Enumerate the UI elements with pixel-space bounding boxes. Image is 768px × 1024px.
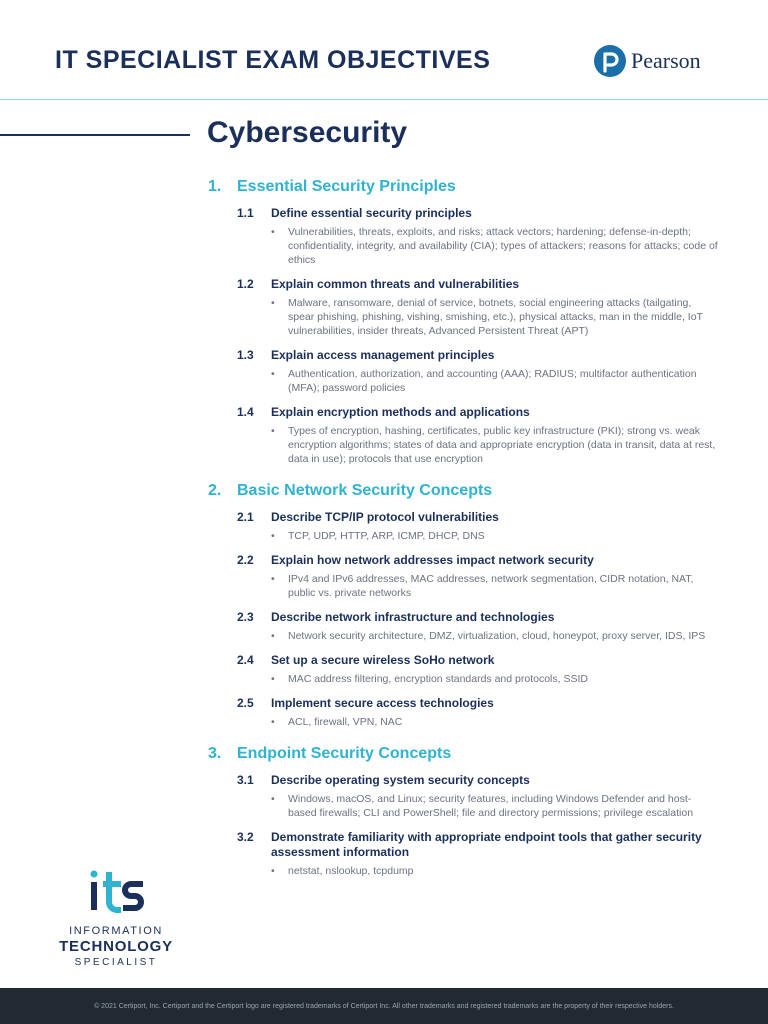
bullet-text: netstat, nslookup, tcpdump	[288, 865, 414, 877]
section-number: 2.	[208, 482, 222, 499]
its-logo	[52, 868, 180, 968]
its-line-specialist: SPECIALIST	[74, 957, 158, 968]
bullet-text: IPv4 and IPv6 addresses, MAC addresses, network segmentation, CIDR notation, NAT, public vs. private networks	[288, 573, 694, 599]
section-title: Essential Security Principles	[237, 178, 456, 195]
objective-number: 2.5	[237, 696, 254, 710]
objective-heading	[237, 348, 718, 363]
page-title: Cybersecurity	[207, 116, 408, 149]
section-heading	[208, 480, 718, 502]
pearson-p-logo-icon	[593, 44, 627, 78]
title-accent-rule	[0, 134, 190, 136]
brand-name: Pearson	[631, 48, 701, 73]
objective-number: 1.1	[237, 206, 254, 220]
bullet-dot-icon: •	[271, 716, 275, 728]
bullet-text: Network security architecture, DMZ, virtualization, cloud, honeypot, proxy server, IDS, IPS	[288, 630, 706, 642]
bullet-text: TCP, UDP, HTTP, ARP, ICMP, DHCP, DNS	[288, 530, 485, 542]
objective-number: 1.4	[237, 405, 254, 419]
objective-label: Demonstrate familiarity with appropriate endpoint tools that gather security assessment information	[271, 830, 702, 859]
objective-heading	[237, 773, 718, 788]
its-line-information: INFORMATION	[69, 925, 163, 937]
bullet-dot-icon: •	[271, 368, 275, 380]
objective-heading	[237, 206, 718, 221]
section-3	[208, 743, 718, 878]
bullet-text: Windows, macOS, and Linux; security features, including Windows Defender and host-based firewalls; CLI and PowerShell; file and directory permissions; privilege escalation	[288, 793, 694, 819]
objective-heading	[237, 696, 718, 711]
objective-label: Explain access management principles	[271, 348, 495, 362]
objective-heading	[237, 830, 718, 860]
objective-label: Describe network infrastructure and technologies	[271, 610, 555, 624]
bullet-dot-icon: •	[271, 793, 275, 805]
bullet-dot-icon: •	[271, 630, 275, 642]
objective-number: 2.4	[237, 653, 254, 667]
bullet-dot-icon: •	[271, 226, 275, 238]
footer	[0, 988, 768, 1024]
objective-heading	[237, 610, 718, 625]
objectives-content	[208, 176, 718, 892]
objective-item	[237, 653, 718, 686]
bullet-dot-icon: •	[271, 425, 275, 437]
objective-item	[237, 277, 718, 338]
bullet-text: Authentication, authorization, and accounting (AAA); RADIUS; multifactor authentication (MFA); password policies	[288, 368, 697, 394]
objective-label: Describe operating system security concepts	[271, 773, 530, 787]
section-1	[208, 176, 718, 466]
objective-bullet	[271, 792, 718, 820]
objective-heading	[237, 405, 718, 420]
bullet-dot-icon: •	[271, 530, 275, 542]
objective-bullet	[271, 367, 718, 395]
objective-label: Implement secure access technologies	[271, 696, 494, 710]
section-number: 1.	[208, 178, 222, 195]
objective-label: Explain common threats and vulnerabilities	[271, 277, 520, 291]
objective-label: Explain encryption methods and applications	[271, 405, 530, 419]
objective-item	[237, 553, 718, 600]
objective-number: 3.1	[237, 773, 254, 787]
footer-copyright: © 2021 Certiport, Inc. Certiport and the Certiport logo are registered trademarks of Certiport Inc. All other trademarks and registered trademarks are the property of their respective holders.	[94, 1002, 674, 1010]
objective-bullet	[271, 225, 718, 267]
objective-item	[237, 696, 718, 729]
objective-bullet	[271, 715, 718, 729]
objective-bullet	[271, 296, 718, 338]
bullet-dot-icon: •	[271, 297, 275, 309]
objective-number: 2.2	[237, 553, 254, 567]
objective-item	[237, 405, 718, 466]
objective-bullet	[271, 572, 718, 600]
section-heading	[208, 743, 718, 765]
objective-heading	[237, 277, 718, 292]
objective-label: Explain how network addresses impact network security	[271, 553, 594, 567]
objective-number: 2.1	[237, 510, 254, 524]
objective-bullet	[271, 672, 718, 686]
objective-number: 3.2	[237, 830, 254, 844]
bullet-dot-icon: •	[271, 673, 275, 685]
section-title: Endpoint Security Concepts	[237, 745, 452, 762]
section-title: Basic Network Security Concepts	[237, 482, 493, 499]
objective-item	[237, 830, 718, 878]
bullet-text: Vulnerabilities, threats, exploits, and risks; attack vectors; hardening; defense-in-depth; confidentiality, integrity, and availability (CIA); types of attackers; reasons for attacks; code of ethics	[288, 226, 718, 266]
bullet-dot-icon: •	[271, 865, 275, 877]
objective-label: Describe TCP/IP protocol vulnerabilities	[271, 510, 499, 524]
objective-item	[237, 348, 718, 395]
section-heading	[208, 176, 718, 198]
objective-bullet	[271, 864, 718, 878]
bullet-text: MAC address filtering, encryption standards and protocols, SSID	[288, 673, 588, 685]
objective-bullet	[271, 529, 718, 543]
objective-number: 2.3	[237, 610, 254, 624]
objective-item	[237, 206, 718, 267]
pearson-brand	[593, 44, 701, 78]
objective-label: Set up a secure wireless SoHo network	[271, 653, 495, 667]
header-divider	[0, 99, 768, 100]
page-header	[0, 0, 768, 100]
bullet-text: Malware, ransomware, denial of service, botnets, social engineering attacks (tailgating, spear phishing, phishing, vishing, smishing, etc.), physical attacks, man in the middle, IoT vulnerabilities, insider threats, Advanced Persistent Threat (APT)	[288, 297, 703, 337]
objective-bullet	[271, 629, 718, 643]
section-number: 3.	[208, 745, 222, 762]
objective-heading	[237, 653, 718, 668]
objective-heading	[237, 510, 718, 525]
its-line-technology: TECHNOLOGY	[59, 938, 173, 955]
its-monogram-icon	[52, 868, 180, 919]
header-title: IT SPECIALIST EXAM OBJECTIVES	[55, 46, 491, 74]
objective-item	[237, 610, 718, 643]
bullet-dot-icon: •	[271, 573, 275, 585]
objective-label: Define essential security principles	[271, 206, 472, 220]
objective-number: 1.2	[237, 277, 254, 291]
objective-item	[237, 773, 718, 820]
bullet-text: Types of encryption, hashing, certificates, public key infrastructure (PKI); strong vs. weak encryption algorithms; states of data and appropriate encryption (data in transit, data at rest, data in use); protocols that use encryption	[288, 425, 716, 465]
objective-number: 1.3	[237, 348, 254, 362]
objective-heading	[237, 553, 718, 568]
bullet-text: ACL, firewall, VPN, NAC	[288, 716, 403, 728]
objective-item	[237, 510, 718, 543]
section-2	[208, 480, 718, 729]
objective-bullet	[271, 424, 718, 466]
